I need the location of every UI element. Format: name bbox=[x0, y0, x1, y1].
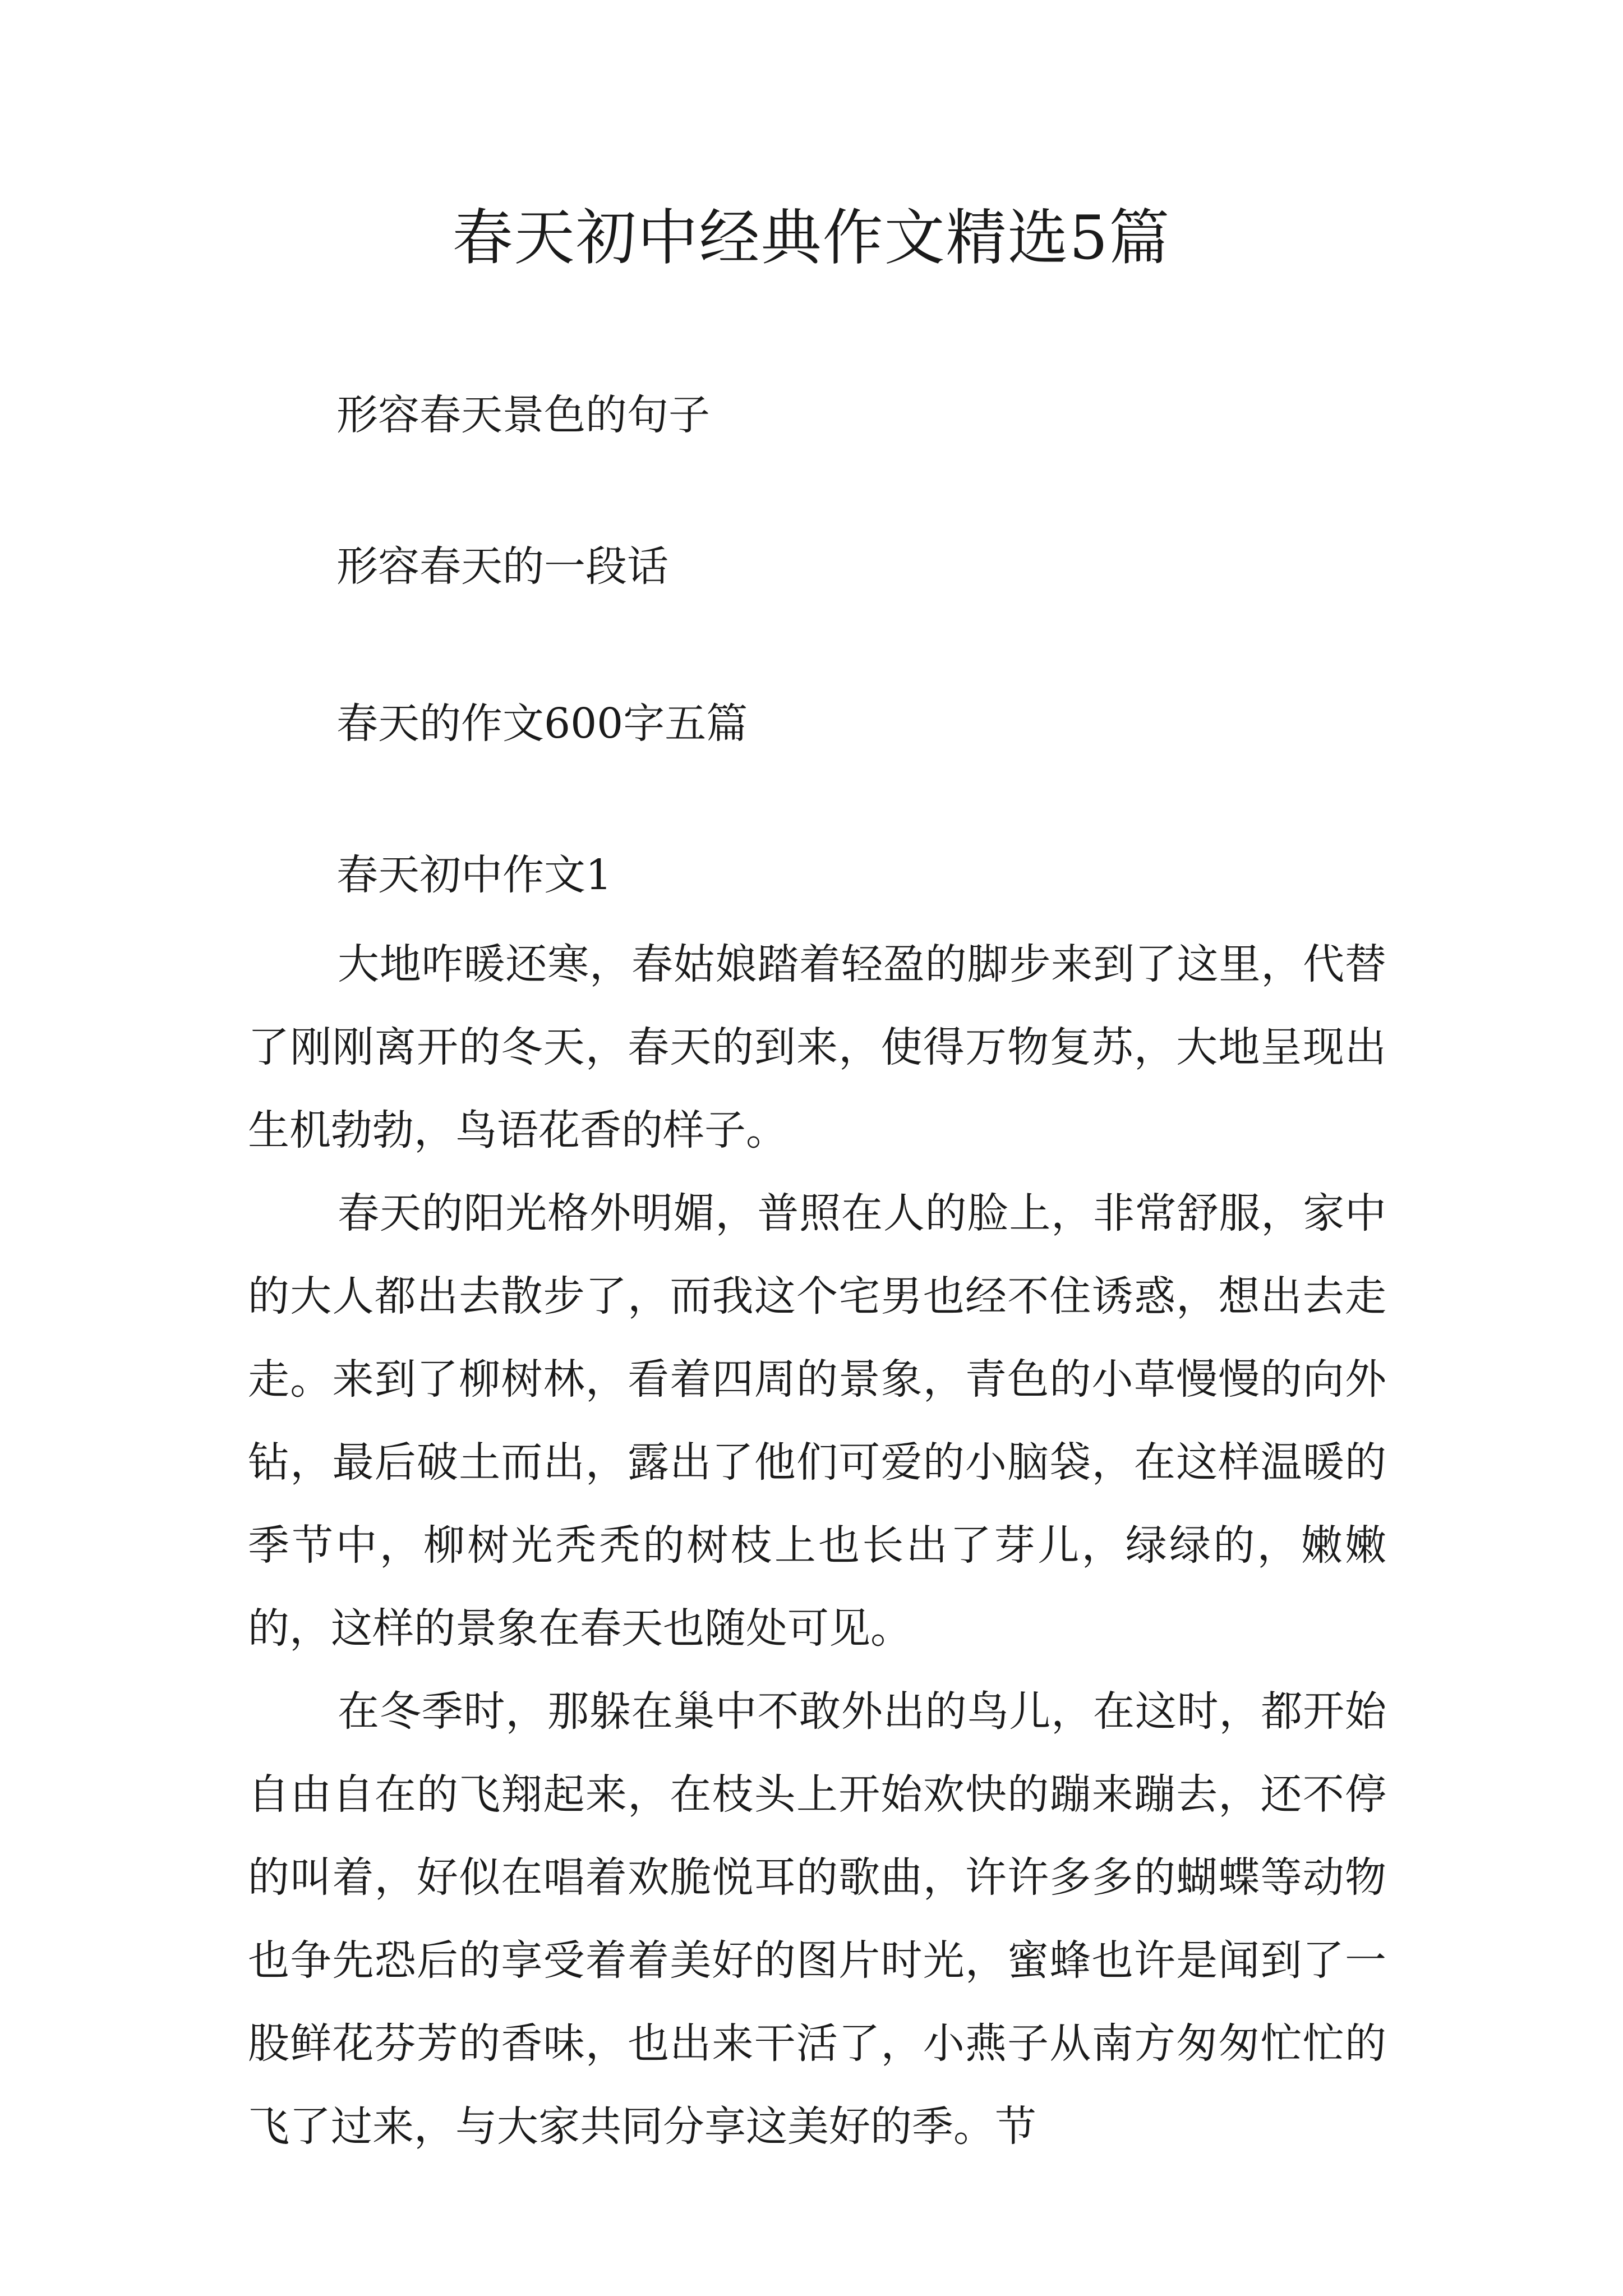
paragraph: 春天的阳光格外明媚，普照在人的脸上，非常舒服，家中的大人都出去散步了，而我这个宅男也经不住诱惑，想出去走走。来到了柳树林，看着四周的景象，青色的小草慢慢的向外钻，最后破土而出，露出了他们可爱的小脑袋，在这样温暖的季节中，柳树光秃秃的树枝上也长出了芽儿，绿绿的，嫩嫩的，这样的景象在春天也随处可见。 bbox=[248, 1189, 1386, 1653]
intro-line: 形容春天的一段话 bbox=[336, 542, 668, 591]
intro-line: 春天的作文600字五篇 bbox=[336, 700, 748, 748]
document-title: 春天初中经典作文精选5篇 bbox=[452, 203, 1171, 273]
essay-body bbox=[248, 923, 1386, 2168]
paragraph: 在冬季时，那躲在巢中不敢外出的鸟儿，在这时，都开始自由自在的飞翔起来，在枝头上开始欢快的蹦来蹦去，还不停的叫着，好似在唱着欢脆悦耳的歌曲，许许多多的蝴蝶等动物也争先恐后的享受着着美好的图片时光，蜜蜂也许是闻到了一股鲜花芬芳的香味，也出来干活了，小燕子从南方匆匆忙忙的飞了过来，与大家共同分享这美好的季。节 bbox=[248, 1687, 1386, 2151]
section-heading: 春天初中作文1 bbox=[336, 851, 612, 899]
paragraph: 大地咋暖还寒，春姑娘踏着轻盈的脚步来到了这里，代替了刚刚离开的冬天，春天的到来，使得万物复苏，大地呈现出生机勃勃，鸟语花香的样子。 bbox=[248, 940, 1386, 1154]
intro-line: 形容春天景色的句子 bbox=[336, 391, 710, 439]
